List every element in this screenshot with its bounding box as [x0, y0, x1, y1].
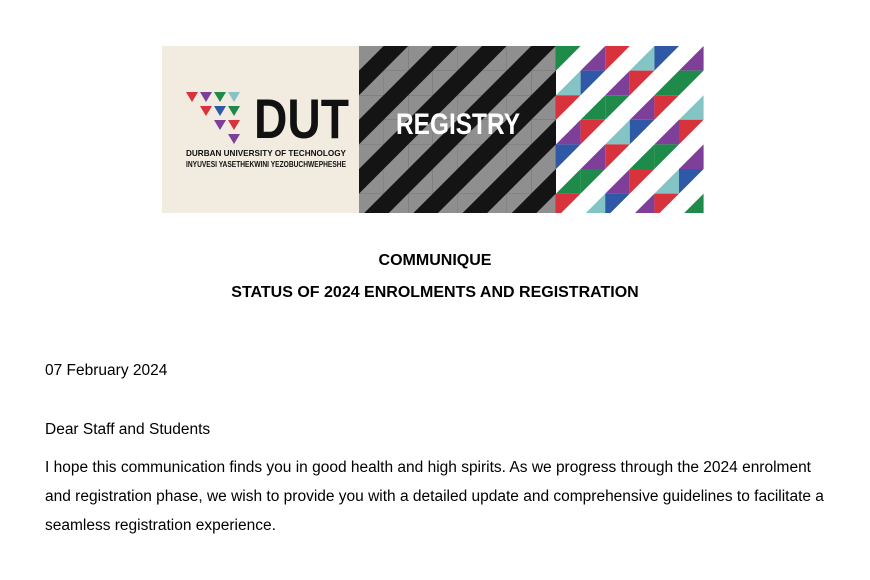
letter-body: I hope this communication finds you in good health and high spirits. As we progress through the 2024 enrolment and registration phase, we wish to provide you with a detailed update and comprehensive guidelines to facilitate a seamless registration experience. [45, 459, 824, 534]
dut-registry-banner [162, 46, 704, 213]
registry-label: REGISTRY [396, 108, 520, 141]
university-name-zulu: INYUVESI YASETHEKWINI YEZOBUCHWEPHESHE [186, 160, 347, 169]
letter-greeting: Dear Staff and Students [45, 421, 211, 438]
dut-logo-text: DUT [254, 87, 349, 150]
university-name: DURBAN UNIVERSITY OF TECHNOLOGY [186, 148, 347, 158]
colour-pattern-panel [556, 46, 704, 213]
dut-logo [162, 46, 359, 213]
letter-date: 07 February 2024 [45, 362, 168, 379]
communique-subtitle: STATUS OF 2024 ENROLMENTS AND REGISTRATION [231, 284, 639, 301]
communique-title: COMMUNIQUE [378, 252, 492, 269]
